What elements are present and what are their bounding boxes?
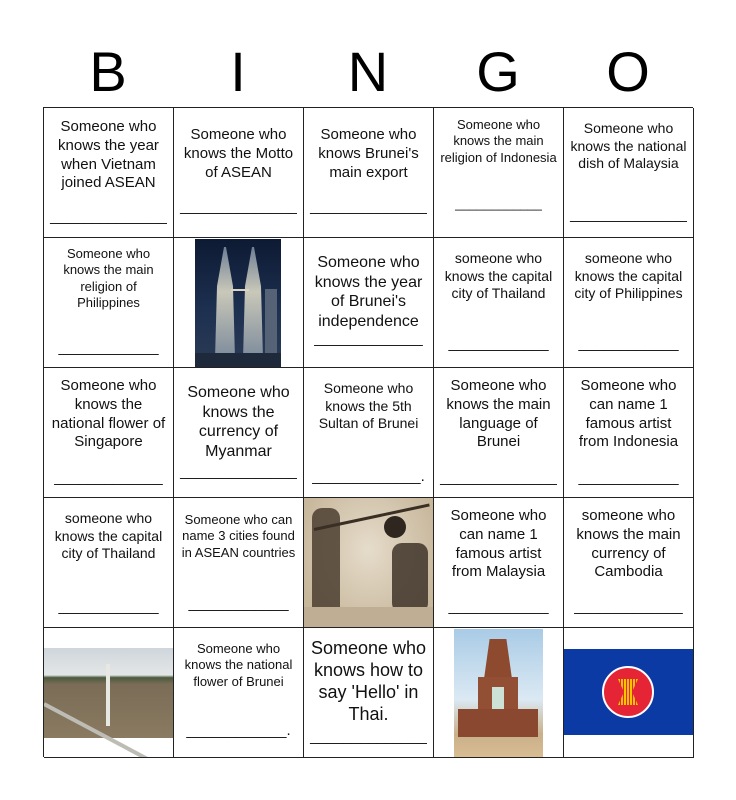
answer-blank: _____________ xyxy=(54,469,163,486)
answer-blank: ____________ xyxy=(578,335,679,352)
answer-blank: ____________ xyxy=(188,595,289,612)
answer-blank: ____________ xyxy=(455,196,542,211)
header-letter-b: B xyxy=(89,40,127,103)
bingo-cell-image[interactable] xyxy=(434,628,564,758)
cell-prompt: Someone who knows the national dish of Malaysia xyxy=(570,120,687,171)
bingo-cell[interactable] xyxy=(564,238,694,368)
cell-prompt: someone who knows the capital city of Thailand xyxy=(444,250,553,301)
answer-blank: _____________. xyxy=(312,468,425,485)
rice-sheaf-icon xyxy=(618,679,638,705)
cell-prompt: Someone who knows the main language of Brunei xyxy=(446,377,551,451)
answer-blank: ______________ xyxy=(50,208,167,225)
bingo-cell[interactable] xyxy=(174,368,304,498)
bingo-cell[interactable] xyxy=(304,628,434,758)
answer-blank: ______________ xyxy=(440,469,557,486)
header-letter-i: I xyxy=(230,40,246,103)
answer-blank: ____________ xyxy=(578,469,679,486)
bingo-cell[interactable] xyxy=(304,238,434,368)
bingo-cell[interactable] xyxy=(174,628,304,758)
bingo-cell[interactable] xyxy=(434,238,564,368)
answer-blank: ____________. xyxy=(186,722,291,739)
answer-blank: ______________ xyxy=(570,206,687,223)
petronas-towers-image xyxy=(195,239,281,367)
answer-blank: ______________ xyxy=(310,198,427,215)
bingo-cell-image[interactable] xyxy=(44,628,174,758)
cell-prompt: Someone who knows how to say 'Hello' in Thai. xyxy=(310,638,427,724)
bingo-cell[interactable] xyxy=(44,498,174,628)
bingo-cell[interactable] xyxy=(434,108,564,238)
bingo-cell-image[interactable] xyxy=(304,498,434,628)
header-letter-n: N xyxy=(347,40,389,103)
answer-blank: ____________ xyxy=(58,598,159,615)
bingo-cell[interactable] xyxy=(44,108,174,238)
bingo-cell[interactable] xyxy=(44,368,174,498)
answer-blank: ____________ xyxy=(448,335,549,352)
bingo-grid xyxy=(43,107,693,757)
cell-prompt: Someone who can name 1 famous artist from Malaysia xyxy=(450,507,547,581)
warrior-dancers-image xyxy=(304,498,433,627)
bingo-header xyxy=(43,40,693,104)
cell-prompt: Someone who knows the 5th Sultan of Brunei xyxy=(318,380,419,431)
cell-prompt: Someone who knows the year when Vietnam joined ASEAN xyxy=(58,118,159,192)
asean-emblem-icon xyxy=(602,666,654,718)
bingo-cell[interactable] xyxy=(564,498,694,628)
header-letter-g: G xyxy=(476,40,520,103)
answer-blank: ____________ xyxy=(58,339,159,356)
bingo-cell[interactable] xyxy=(44,238,174,368)
cell-prompt: Someone who knows the main religion of Philippines xyxy=(63,246,154,310)
header-letter-o: O xyxy=(606,40,650,103)
cell-prompt: Someone who can name 3 cities found in ASEAN countries xyxy=(181,512,296,560)
cell-prompt: Someone who can name 1 famous artist from Indonesia xyxy=(578,377,679,451)
cell-prompt: Someone who knows Brunei's main export xyxy=(318,126,419,181)
bingo-cell[interactable] xyxy=(434,498,564,628)
cell-prompt: Someone who knows the main religion of Indonesia xyxy=(440,117,557,165)
cell-prompt: someone who knows the main currency of Cambodia xyxy=(576,507,681,581)
bingo-cell[interactable] xyxy=(564,368,694,498)
cell-prompt: Someone who knows the national flower of Singapore xyxy=(51,377,166,451)
answer-blank: ____________ xyxy=(448,598,549,615)
bingo-cell[interactable] xyxy=(434,368,564,498)
cell-prompt: someone who knows the capital city of Philippines xyxy=(574,250,683,301)
cell-prompt: Someone who knows the year of Brunei's independence xyxy=(314,254,423,330)
bingo-cell[interactable] xyxy=(564,108,694,238)
bingo-cell-image[interactable] xyxy=(174,238,304,368)
brunei-bridge-image xyxy=(44,648,173,738)
bingo-cell[interactable] xyxy=(174,498,304,628)
brick-temple-image xyxy=(454,629,543,757)
answer-blank: ______________ xyxy=(310,728,427,745)
cell-prompt: someone who knows the capital city of Thailand xyxy=(54,510,163,561)
cell-prompt: Someone who knows the national flower of Brunei xyxy=(184,641,293,689)
answer-blank: ______________ xyxy=(180,198,297,215)
bingo-cell-image[interactable] xyxy=(564,628,694,758)
cell-prompt: Someone who knows the currency of Myanmar xyxy=(187,384,290,460)
answer-blank: ______________ xyxy=(180,463,297,480)
answer-blank: _____________ xyxy=(314,330,423,347)
answer-blank: _____________ xyxy=(574,598,683,615)
bingo-cell[interactable] xyxy=(304,368,434,498)
cell-prompt: Someone who knows the Motto of ASEAN xyxy=(183,126,294,181)
bingo-cell[interactable] xyxy=(174,108,304,238)
asean-flag-image xyxy=(564,649,693,735)
bingo-cell[interactable] xyxy=(304,108,434,238)
